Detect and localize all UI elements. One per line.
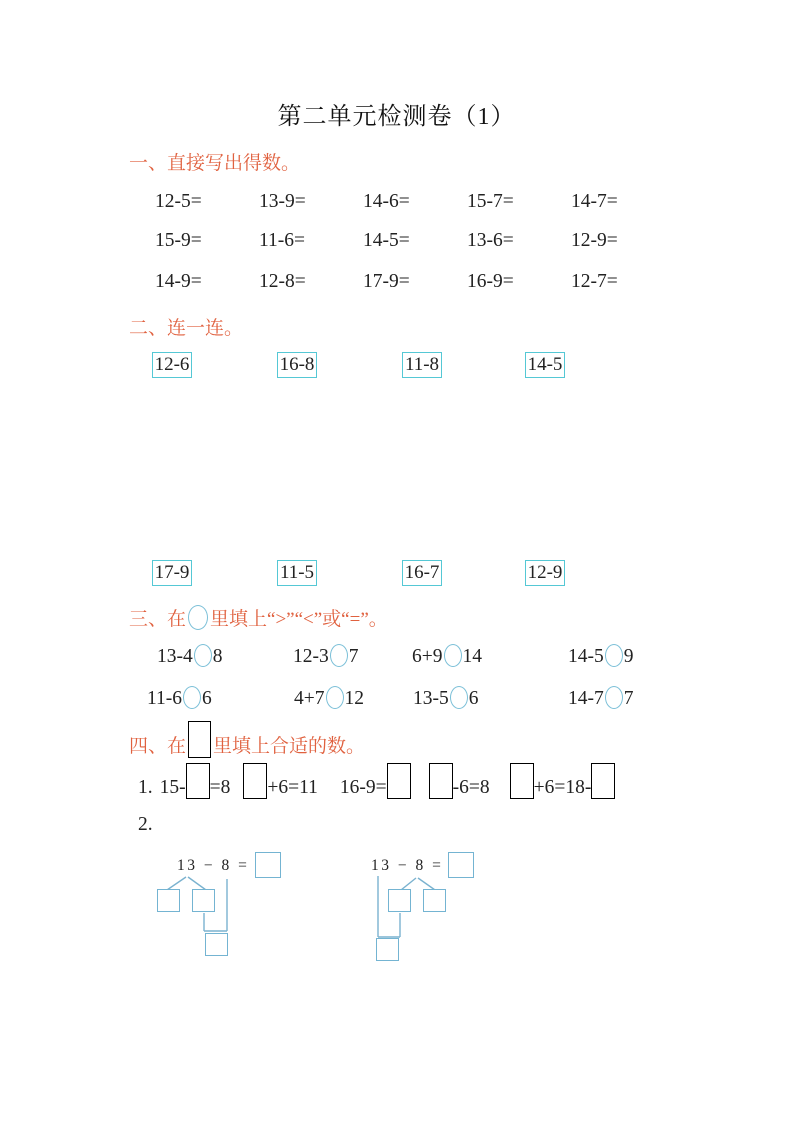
- comparison-right: 14: [462, 646, 482, 667]
- comparison-item: [412, 644, 482, 668]
- arithmetic-row-1: [155, 191, 675, 213]
- arithmetic-problem: 11-6=: [259, 230, 306, 251]
- comparison-right: 8: [212, 646, 223, 667]
- answer-box[interactable]: [591, 763, 615, 799]
- equation-text: 16-9=: [339, 777, 387, 798]
- comparison-left: 14-7: [568, 688, 604, 709]
- answer-box[interactable]: [186, 763, 210, 799]
- answer-box[interactable]: [429, 763, 453, 799]
- answer-box[interactable]: [387, 763, 411, 799]
- arithmetic-problem: 14-5=: [363, 230, 410, 251]
- comparison-right: 9: [623, 646, 634, 667]
- match-box-top-2[interactable]: 16-8: [277, 352, 317, 378]
- fill-blank-equation-row: [138, 761, 615, 799]
- comparison-circle[interactable]: [605, 686, 623, 709]
- section-4-heading-suffix: 里填上合适的数。: [213, 736, 366, 757]
- arithmetic-problem: 12-8=: [259, 271, 306, 292]
- comparison-circle[interactable]: [605, 644, 623, 667]
- comparison-right: 7: [623, 688, 634, 709]
- comparison-left: 14-5: [568, 646, 604, 667]
- comparison-item: [293, 644, 359, 668]
- diagram-equation: 13 − 8 =: [177, 857, 250, 874]
- section-4-heading-prefix: 四、在: [129, 736, 187, 757]
- answer-box[interactable]: [243, 763, 267, 799]
- comparison-circle[interactable]: [330, 644, 348, 667]
- arithmetic-row-3: [155, 271, 675, 293]
- diagram-result-box[interactable]: [255, 852, 281, 878]
- comparison-left: 13-4: [157, 646, 193, 667]
- diagram-intermediate-box[interactable]: [376, 938, 399, 961]
- comparison-circle[interactable]: [444, 644, 462, 667]
- arithmetic-problem: 17-9=: [363, 271, 410, 292]
- comparison-item: [157, 644, 223, 668]
- match-box-top-1[interactable]: 12-6: [152, 352, 192, 378]
- comparison-item: [568, 686, 634, 710]
- example-circle-icon: [188, 605, 208, 630]
- problem-1-label: 1.: [138, 777, 153, 798]
- arithmetic-problem: 12-5=: [155, 191, 202, 212]
- arithmetic-problem: 15-9=: [155, 230, 202, 251]
- example-square-icon: [188, 721, 211, 758]
- comparison-item: [568, 644, 634, 668]
- match-box-top-3[interactable]: 11-8: [402, 352, 442, 378]
- section-3-heading-suffix: 里填上“>”“<”或“=”。: [210, 609, 388, 630]
- diagram-part-box[interactable]: [157, 889, 180, 912]
- diagram-part-box[interactable]: [423, 889, 446, 912]
- section-3-heading-prefix: 三、在: [129, 609, 187, 630]
- arithmetic-problem: 13-6=: [467, 230, 514, 251]
- comparison-left: 11-6: [147, 688, 183, 709]
- arithmetic-problem: 12-9=: [571, 230, 618, 251]
- match-box-bottom-4[interactable]: 12-9: [525, 560, 565, 586]
- comparison-item: [147, 686, 212, 710]
- section-1-heading: 一、直接写出得数。: [129, 153, 301, 174]
- arithmetic-problem: 12-7=: [571, 271, 618, 292]
- page-title: 第二单元检测卷（1）: [277, 104, 516, 130]
- arithmetic-problem: 15-7=: [467, 191, 514, 212]
- diagram-equation: 13 − 8 =: [371, 857, 444, 874]
- equation-text: 15-: [159, 777, 186, 798]
- arithmetic-problem: 16-9=: [467, 271, 514, 292]
- comparison-right: 6: [202, 688, 212, 709]
- comparison-right: 7: [348, 646, 359, 667]
- comparison-left: 4+7: [294, 688, 325, 709]
- comparison-circle[interactable]: [450, 686, 468, 709]
- equation-text: +6=11: [267, 777, 318, 798]
- equation-text: =8: [209, 777, 231, 798]
- section-2-heading: 二、连一连。: [129, 318, 244, 339]
- match-box-bottom-1[interactable]: 17-9: [152, 560, 192, 586]
- section-3-heading: [129, 604, 388, 631]
- problem-2-label: 2.: [138, 814, 153, 835]
- comparison-right: 6: [468, 688, 479, 709]
- comparison-circle[interactable]: [183, 686, 201, 709]
- match-box-bottom-3[interactable]: 16-7: [402, 560, 442, 586]
- comparison-right: 12: [344, 688, 364, 709]
- diagram-intermediate-box[interactable]: [205, 933, 228, 956]
- arithmetic-problem: 14-6=: [363, 191, 410, 212]
- diagram-result-box[interactable]: [448, 852, 474, 878]
- comparison-left: 6+9: [412, 646, 443, 667]
- comparison-item: [413, 686, 479, 710]
- arithmetic-problem: 13-9=: [259, 191, 306, 212]
- match-box-top-4[interactable]: 14-5: [525, 352, 565, 378]
- arithmetic-problem: 14-7=: [571, 191, 618, 212]
- diagram-part-box[interactable]: [388, 889, 411, 912]
- arithmetic-row-2: [155, 230, 675, 252]
- comparison-left: 12-3: [293, 646, 329, 667]
- comparison-item: [294, 686, 364, 710]
- section-4-heading: [129, 720, 365, 758]
- diagram-part-box[interactable]: [192, 889, 215, 912]
- comparison-circle[interactable]: [194, 644, 212, 667]
- match-box-bottom-2[interactable]: 11-5: [277, 560, 317, 586]
- comparison-circle[interactable]: [326, 686, 344, 709]
- arithmetic-problem: 14-9=: [155, 271, 202, 292]
- answer-box[interactable]: [510, 763, 534, 799]
- equation-text: -6=8: [452, 777, 490, 798]
- equation-text: +6=18-: [533, 777, 592, 798]
- comparison-left: 13-5: [413, 688, 449, 709]
